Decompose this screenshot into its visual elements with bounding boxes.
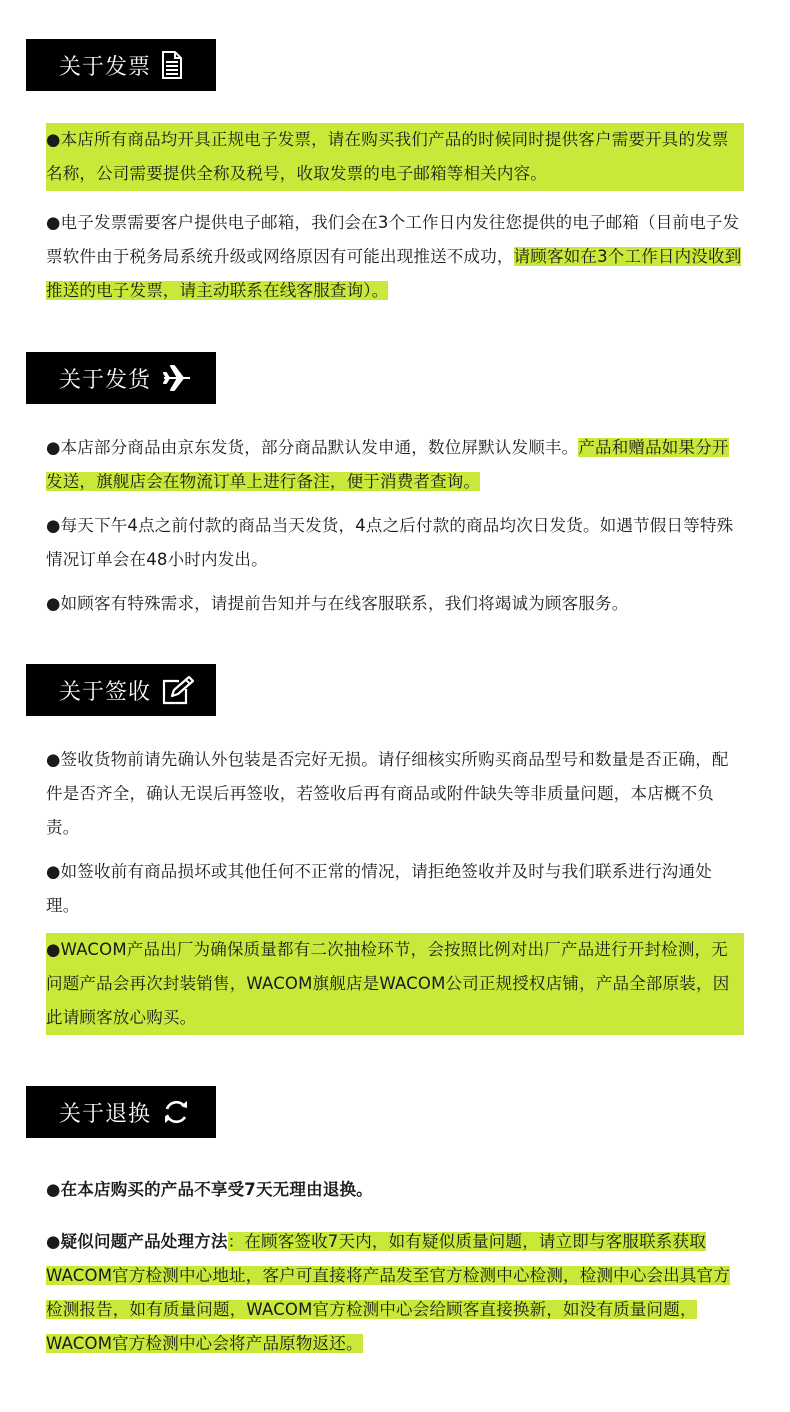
section-header-invoice [26,39,216,91]
section-header-signing [26,664,216,716]
section-title-shipping: 关于发货 [59,367,152,393]
airplane-icon [161,362,193,394]
invoice-paragraph-1 [46,123,744,191]
edit-icon [161,675,195,705]
section-title-returns: 关于退换 [59,1101,152,1127]
document-icon [161,51,183,79]
returns-p2-bold-label: ●疑似问题产品处理方法 [46,1232,228,1251]
shipping-p1-highlight: 产品和赠品如果分开发送，旗舰店会在物流订单上进行备注，便于消费者查询。 [46,438,729,491]
signing-paragraph-3 [46,933,744,1035]
shipping-p3-text: ●如顾客有特殊需求，请提前告知并与在线客服联系，我们将竭诚为顾客服务。 [46,594,629,613]
refresh-icon [161,1097,191,1127]
signing-p1-text: ●签收货物前请先确认外包装是否完好无损。请仔细核实所购买商品型号和数量是否正确，配件是否齐全，确认无误后再签收，若签收后再有商品或附件缺失等非质量问题，本店概不负责。 [46,750,729,837]
signing-p2-text: ●如签收前有商品损坏或其他任何不正常的情况，请拒绝签收并及时与我们联系进行沟通处理。 [46,862,712,915]
invoice-p2-highlight: 请顾客如在3个工作日内没收到推送的电子发票，请主动联系在线客服查询）。 [46,247,742,300]
returns-p2-highlight: ：在顾客签收7天内，如有疑似质量问题，请立即与客服联系获取WACOM官方检测中心地址，客户可直接将产品发至官方检测中心检测，检测中心会出具官方检测报告，如有质量问题，WACOM官方检测中心会给顾客直接换新，如没有质量问题，WACOM官方检测中心会将产品原物返还。 [46,1232,731,1353]
returns-paragraph-1 [46,1173,744,1207]
section-title-signing: 关于签收 [59,679,152,705]
shipping-paragraph-3 [46,587,744,621]
shipping-paragraph-2 [46,509,744,577]
returns-p1-text: ●在本店购买的产品不享受7天无理由退换。 [46,1180,373,1199]
invoice-p2-text: ●电子发票需要客户提供电子邮箱，我们会在3个工作日内发往您提供的电子邮箱（目前电子发票软件由于税务局系统升级或网络原因有可能出现推送不成功， [46,213,740,266]
returns-paragraph-2 [46,1225,744,1361]
invoice-p1-text: ●本店所有商品均开具正规电子发票，请在购买我们产品的时候同时提供客户需要开具的发票名称，公司需要提供全称及税号，收取发票的电子邮箱等相关内容。 [46,130,729,183]
signing-paragraph-2 [46,855,744,923]
shipping-p1-text: ●本店部分商品由京东发货，部分商品默认发申通，数位屏默认发顺丰。 [46,438,579,457]
section-title-invoice: 关于发票 [59,54,152,80]
invoice-paragraph-2 [46,206,744,308]
shipping-p2-text: ●每天下午4点之前付款的商品当天发货，4点之后付款的商品均次日发货。如遇节假日等特殊情况订单会在48小时内发出。 [46,516,734,569]
section-header-shipping [26,352,216,404]
shipping-paragraph-1 [46,431,744,499]
section-header-returns [26,1086,216,1138]
signing-p3-text: ●WACOM产品出厂为确保质量都有二次抽检环节，会按照比例对出厂产品进行开封检测，无问题产品会再次封装销售，WACOM旗舰店是WACOM公司正规授权店铺，产品全部原装，因此请顾客放心购买。 [46,940,730,1027]
signing-paragraph-1 [46,743,744,845]
